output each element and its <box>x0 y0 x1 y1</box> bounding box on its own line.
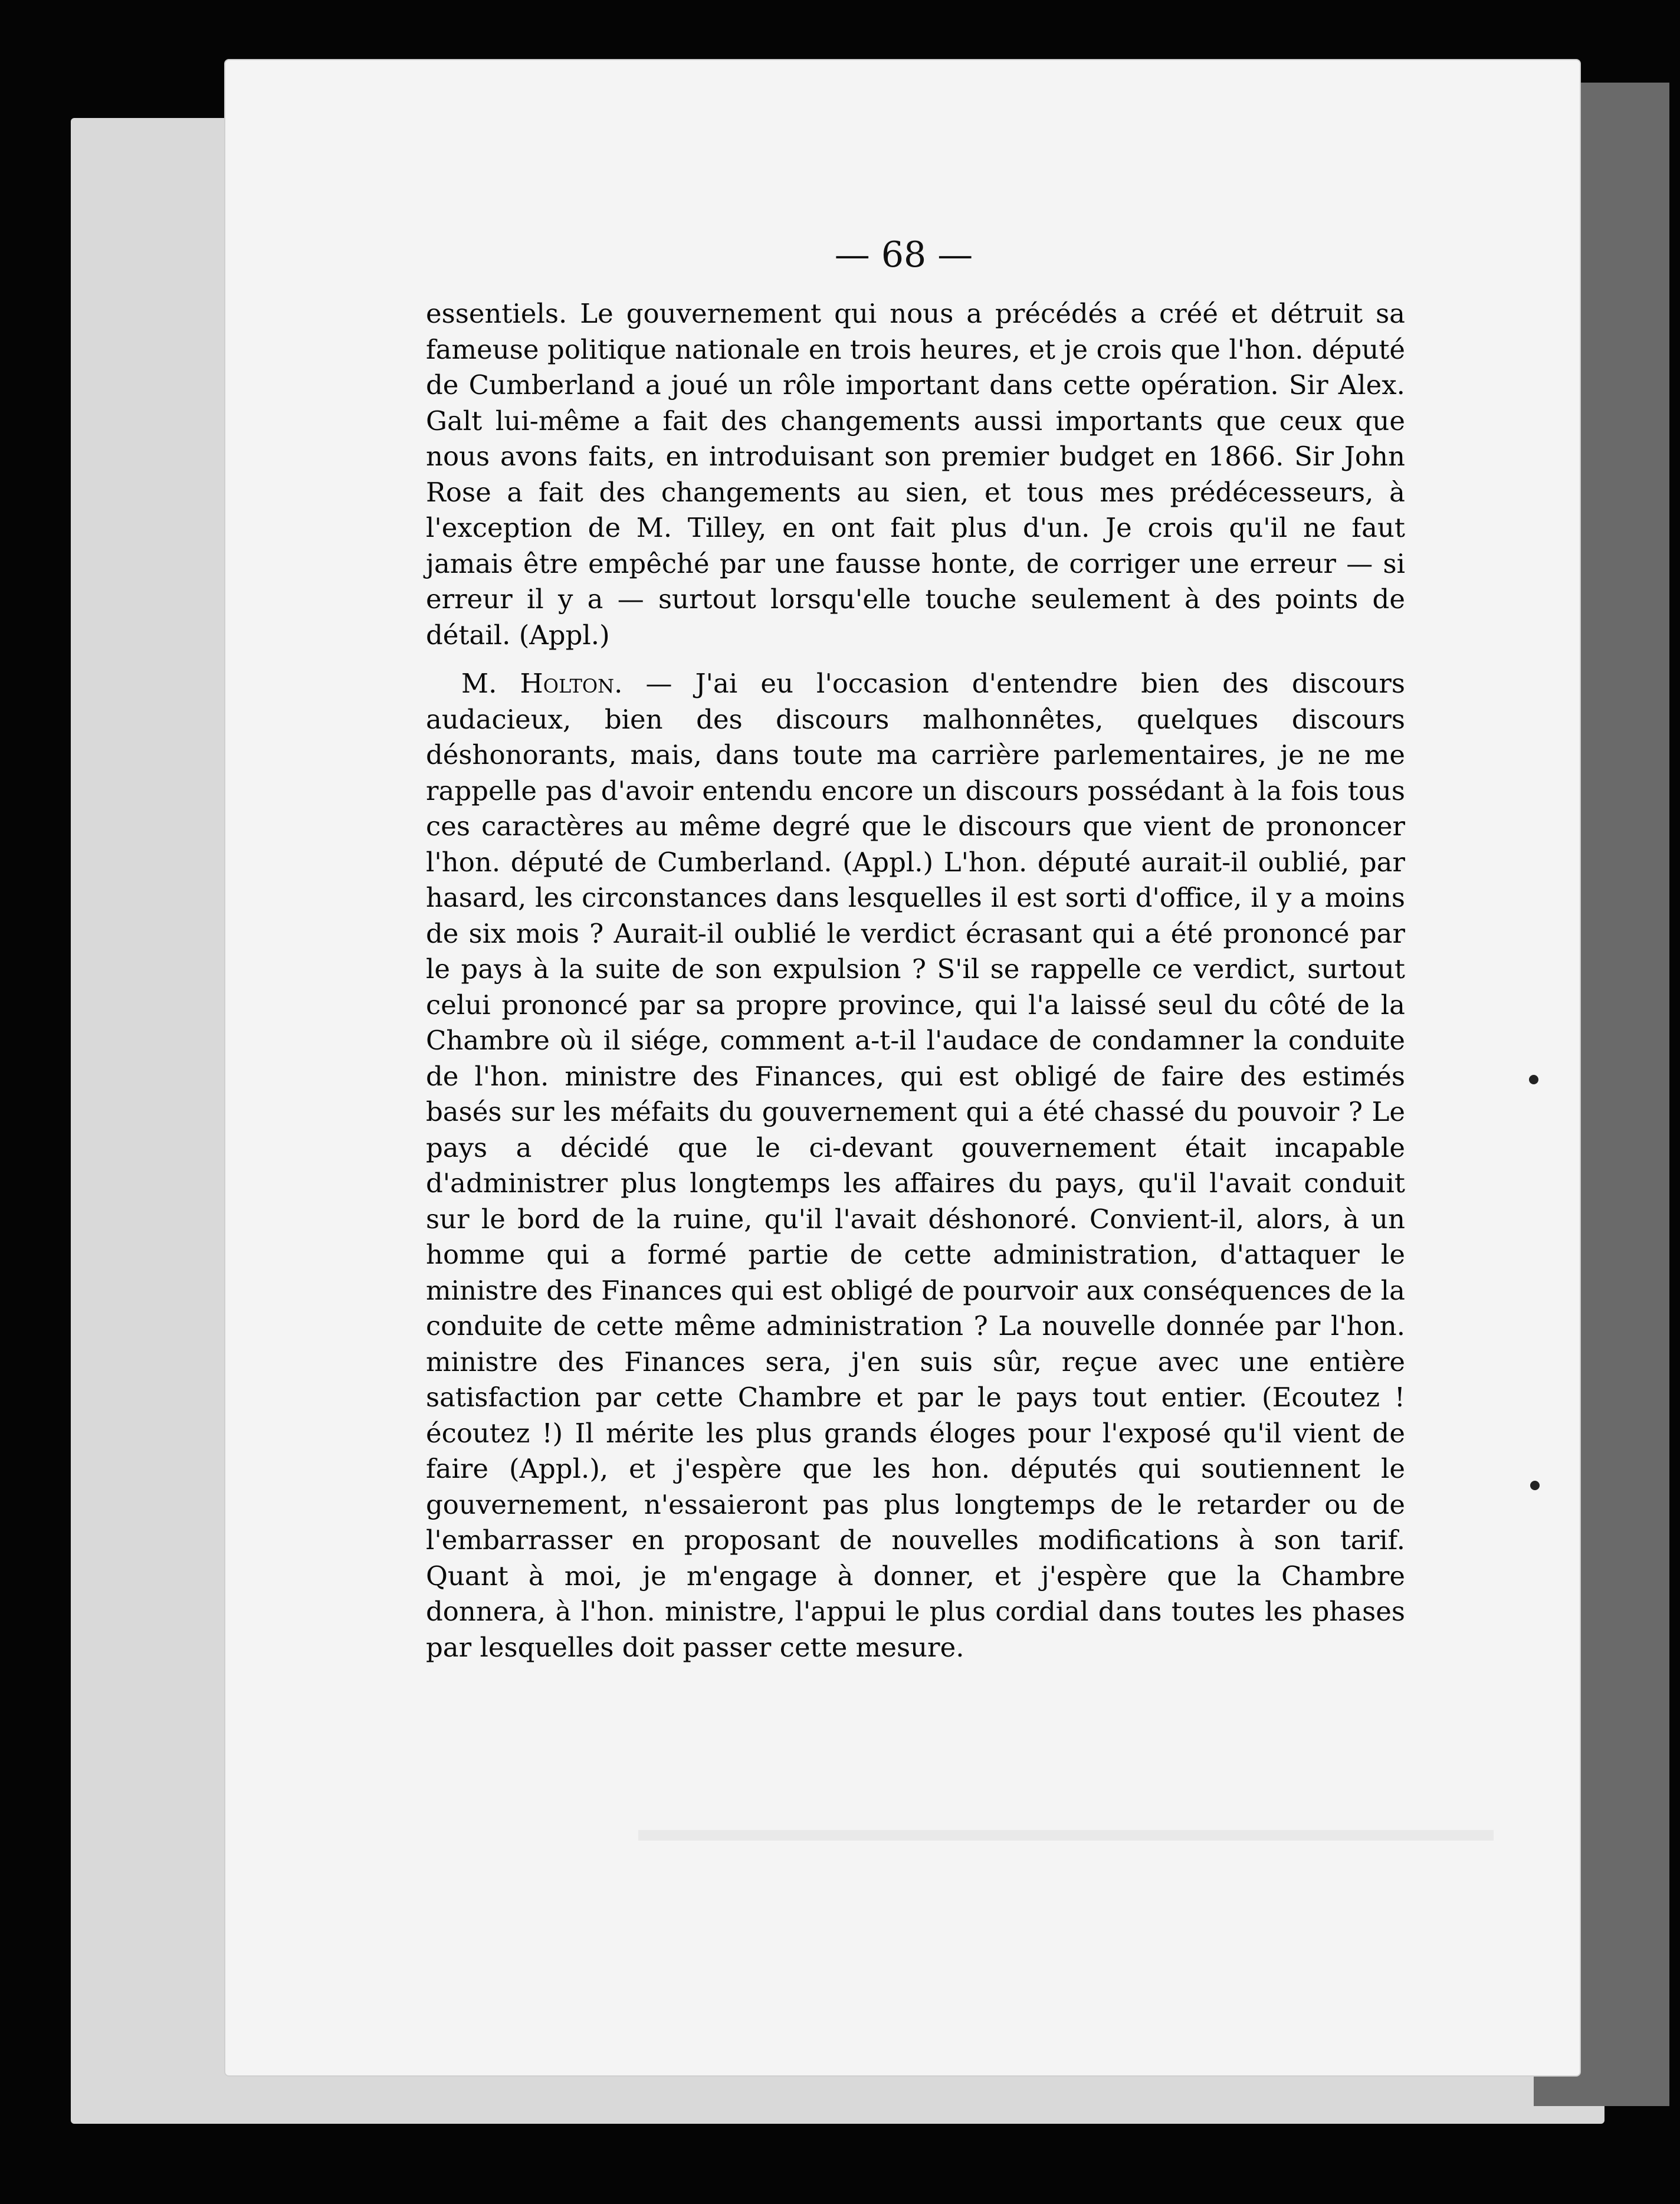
document-page <box>224 59 1581 2077</box>
paragraph-continuation <box>426 296 1405 653</box>
page-number: — 68 — <box>834 234 973 276</box>
show-through-text <box>638 1830 1494 1841</box>
binding-mark <box>1530 1481 1540 1490</box>
paragraph-holton <box>426 666 1405 1665</box>
speaker-name: M. Holton. <box>461 668 623 699</box>
paragraph-text: essentiels. Le gouvernement qui nous a précédés a créé et détruit sa fameuse politique nationale en trois heures, et je crois que l'hon. député de Cumberland a joué un rôle important dans cette opération. Sir Alex. Galt lui-même a fait des changements aussi importants que ceux que nous avons faits, en introduisant son premier budget en 1866. Sir John Rose a fait des changements au sien, et tous mes prédécesseurs, à l'exception de M. Tilley, en ont fait plus d'un. Je crois qu'il ne faut jamais être empêché par une fausse honte, de corriger une erreur — si erreur il y a — surtout lorsqu'elle touche seulement à des points de détail. (Appl.) <box>426 298 1405 651</box>
paragraph-text: — J'ai eu l'occasion d'entendre bien des discours audacieux, bien des discours malhonnêtes, quelques discours déshonorants, mais, dans toute ma carrière parlementaires, je ne me rappelle pas d'avoir entendu encore un discours possédant à la fois tous ces caractères au même degré que le discours que vient de prononcer l'hon. député de Cumberland. (Appl.) L'hon. député aurait-il oublié, par hasard, les circonstances dans lesquelles il est sorti d'office, il y a moins de six mois ? Aurait-il oublié le verdict écrasant qui a été prononcé par le pays à la suite de son expulsion ? S'il se rappelle ce verdict, surtout celui prononcé par sa propre province, qui l'a laissé seul du côté de la Chambre où il siége, comment a-t-il l'audace de condamner la conduite de l'hon. ministre des Finances, qui est obligé de faire des estimés basés sur les méfaits du gouvernement qui a été chassé du pouvoir ? Le pays a décidé que le ci-devant gouvernement était incapable d'administrer plus longtemps les affaires du pays, qu'il l'avait conduit sur le bord de la ruine, qu'il l'avait déshonoré. Convient-il, alors, à un homme qui a formé partie de cette administration, d'attaquer le ministre des Finances qui est obligé de pourvoir aux conséquences de la conduite de cette même administration ? La nouvelle donnée par l'hon. ministre des Finances sera, j'en suis sûr, reçue avec une entière satisfaction par cette Chambre et par le pays tout entier. (Ecoutez ! écoutez !) Il mérite les plus grands éloges pour l'exposé qu'il vient de faire (Appl.), et j'espère que les hon. députés qui soutiennent le gouvernement, n'essaieront pas plus longtemps de le retarder ou de l'embarrasser en proposant de nouvelles modifications à son tarif. Quant à moi, je m'engage à donner, et j'espère que la Chambre donnera, à l'hon. ministre, l'appui le plus cordial dans toutes les phases par lesquelles doit passer cette mesure. <box>426 668 1405 1663</box>
page-body <box>426 296 1405 1665</box>
binding-mark <box>1529 1075 1538 1084</box>
